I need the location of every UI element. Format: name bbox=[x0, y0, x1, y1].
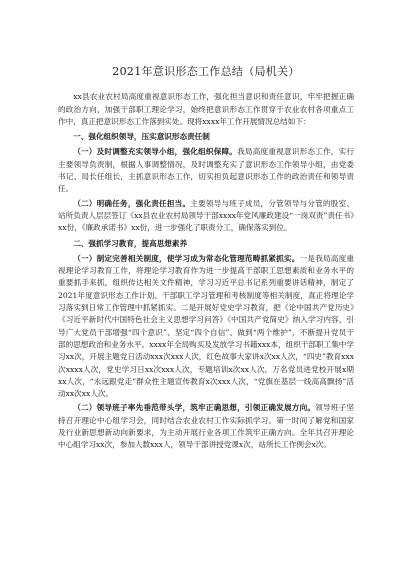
section-1-item-2 bbox=[58, 198, 354, 235]
section-1-item-2-body: 主要领导与班子成员，分管领导与分管的股室、站所负责人层层签订《xx县农业农村局领导干部xxxx年党风廉政建设“一岗双责”责任书》xx份，《廉政承诺书》xx份，进一步强化了职责分工，确保落实到位。 bbox=[58, 198, 354, 233]
section-2-item-2 bbox=[58, 402, 354, 451]
section-2-item-1 bbox=[58, 253, 354, 401]
intro-paragraph: xx县农业农村局高度重视意识形态工作，强化担当意识和责任意识，牢牢把握正确的政治方向，加强干部职工理论学习，始终把意识形态工作贯穿于农业农村各项重点工作中，真正把意识形态工作落到实处。现将xxxx年工作开展情况总结如下： bbox=[58, 92, 354, 126]
section-1-heading: 一、强化组织领导，压实意识形态责任制 bbox=[73, 132, 210, 142]
section-2-item-2-body: 领导班子坚持召开理论中心组学习会，同时结合农业农村工作实际抓学习。第一时间了解党和国家及行业新思想新动向新要求，为主动开展行业各项工作筑牢正确方向。全年共召开理论中心组学习xx次，参加人数xxx人，领导干部讲授党课x次，站所长工作例会x次。 bbox=[58, 403, 355, 450]
section-1-item-1-heading: （一）及时调整充实领导小组，强化组织保障。 bbox=[73, 147, 238, 157]
section-1-item-1 bbox=[58, 146, 354, 195]
section-1-item-2-heading: （二）明确任务，强化责任担当。 bbox=[73, 198, 191, 208]
section-1-item-1-body: 我局高度重视意识形态工作，实行主要领导负责制，根据人事调整情况，及时调整充实了意识形态工作领导小组，由党委书记、局长任组长，主抓意识形态工作，切实担负起意识形态工作的政治责任和领导责任。 bbox=[58, 147, 355, 194]
section-2-item-1-body: 一是我局高度重视理论学习教育工作，将理论学习教育作为进一步提高干部职工思想素质和业务水平的重要抓手来抓，组织传达相关文件精神，学习习近平总书记系列重要讲话精神，制定了2021年度意识形态工作计划、干部职工学习管理和考核制度等相关制度，真正将理论学习落实到日常工作管理中抓紧抓实。二是开展好党史学习教育，把《论中国共产党历史》《习近平新时代中国特色社会主义思想学习问答》《中国共产党简史》纳入学习内容，引导广大党员干部增强“四个意识”、坚定“四个自信”、做到“两个维护”，不断提升党员干部的思想政治和业务水平。xxxx年全局购买及发放学习书籍xxx本，组织干部职工集中学习xx次，开展主题党日活动xxx次xxx人次，红色故事大家讲x次xx人次，“四史”教育xxx次xxxx人次，党史学习日xx次xxx人次，专题培训x次xx人次，万名党员进党校开展x期xx人次，“永远跟党走”群众性主题宣传教育x次xxx人次，“党旗在基层一线高高飘扬”活动xx次xx人次。 bbox=[58, 253, 355, 399]
section-2-heading: 二、强抓学习教育，提高思想素养 bbox=[73, 238, 188, 248]
section-2-item-2-heading: （二）领导班子率先垂范带头学，筑牢正确思想，引领正确发展方向。 bbox=[73, 403, 316, 413]
document-title: 2021年意识形态工作总结（局机关） bbox=[112, 65, 300, 78]
section-2-item-1-heading: （一）制定完善相关制度，使学习成为常态化管理范畴抓紧抓实。 bbox=[73, 253, 300, 263]
